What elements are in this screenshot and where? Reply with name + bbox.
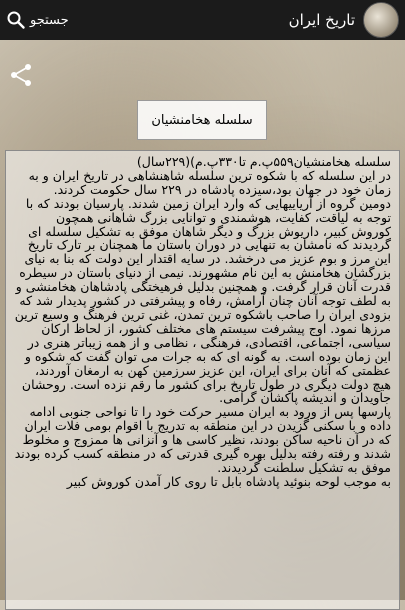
- title-area: [289, 2, 399, 38]
- app-logo-icon[interactable]: [363, 2, 399, 38]
- share-icon[interactable]: [8, 62, 34, 88]
- section-title: سلسله هخامنشیان: [151, 112, 253, 128]
- article-paragraph: به موجب لوحه بنوئید پادشاه بابل تا روی کار آمدن کوروش کبیر: [66, 473, 391, 489]
- article-paragraph: در این سلسله که با شکوه ترین سلسله شاهنشاهی در تاریخ ایران و به زمان خود در جهان بود،سیزده پادشاه در ۲۲۹ سال حکومت کردند.: [28, 167, 391, 197]
- article-paragraph: دومین گروه از آریاییهایی که وارد ایران زمین شدند. پارسیان بودند که با توجه به لیاقت، کفایت، هوشمندی و توانایی بزرگ شاهانی همچون کوروش کبیر، داریوش بزرگ و دیگر شاهان موفق به تشکیل سلسله ای گردیدند که نامشان به تنهایی در دوران باستان ما همچنان بر تارک تاریخ این مرز و بوم عزیز می درخشد. در سایه اقتدار این دولت که بنا به نیای بزرگشان هخامنش به این نام مشهورند. نیمی از دنیای باستان در سیطره قدرت آنان قرار گرفت. و همچنین بدلیل فرهیختگی پادشاهان هخامنشی و به لطف توجه آنان چنان آرامش، رفاه و پیشرفتی در کشور پدیدار شد که بزودی ایران را صاحب باشکوه ترین تمدن، غنی ترین فرهنگ و وسیع ترین مرزها نمود. اوج پیشرفت سیستم های مختلف کشور، از لحاظ ارکان سیاسی، اجتماعی، اقتصادی، فرهنگی ، نظامی و از همه زیباتر هنری در این زمان بوده است. به گونه ای که به جرات می توان گفت که شکوه و عظمتی که آنان برای ایران، این عزیز سرزمین کهن به ارمغان آوردند، هیچ دولت دیگری در طول تاریخ برای کشور ما رقم نزده است. روحشان جاویدان و اندیشه پاکشان گرامی.: [14, 195, 391, 406]
- action-bar: [0, 0, 405, 40]
- search-icon: [6, 10, 26, 30]
- app-title: تاریخ ایران: [288, 11, 355, 29]
- article-heading: سلسله هخامنشیان۵۵۹پ.م تا۳۳۰پ.م)(۲۲۹سال): [136, 154, 391, 169]
- search-label: جستجو: [30, 12, 69, 28]
- search-button[interactable]: [6, 10, 69, 30]
- article-content[interactable]: [5, 150, 400, 610]
- section-header: [137, 100, 267, 140]
- article-paragraph: پارسها پس از ورود به ایران مسیر حرکت خود را تا نواحی جنوبی ادامه داده و با سکنی گزیدن در این منطقه به تدریج با اقوام بومی فلات ایران که در آن ناحیه ساکن بودند، نظیر کاسی ها و آنزانی ها ممزوج و مخلوط شدند و رفته رفته بدلیل بهره گیری قدرتی که در منطقه کسب کرده بودند موفق به تشکیل سلطنت گردیدند.: [14, 404, 391, 475]
